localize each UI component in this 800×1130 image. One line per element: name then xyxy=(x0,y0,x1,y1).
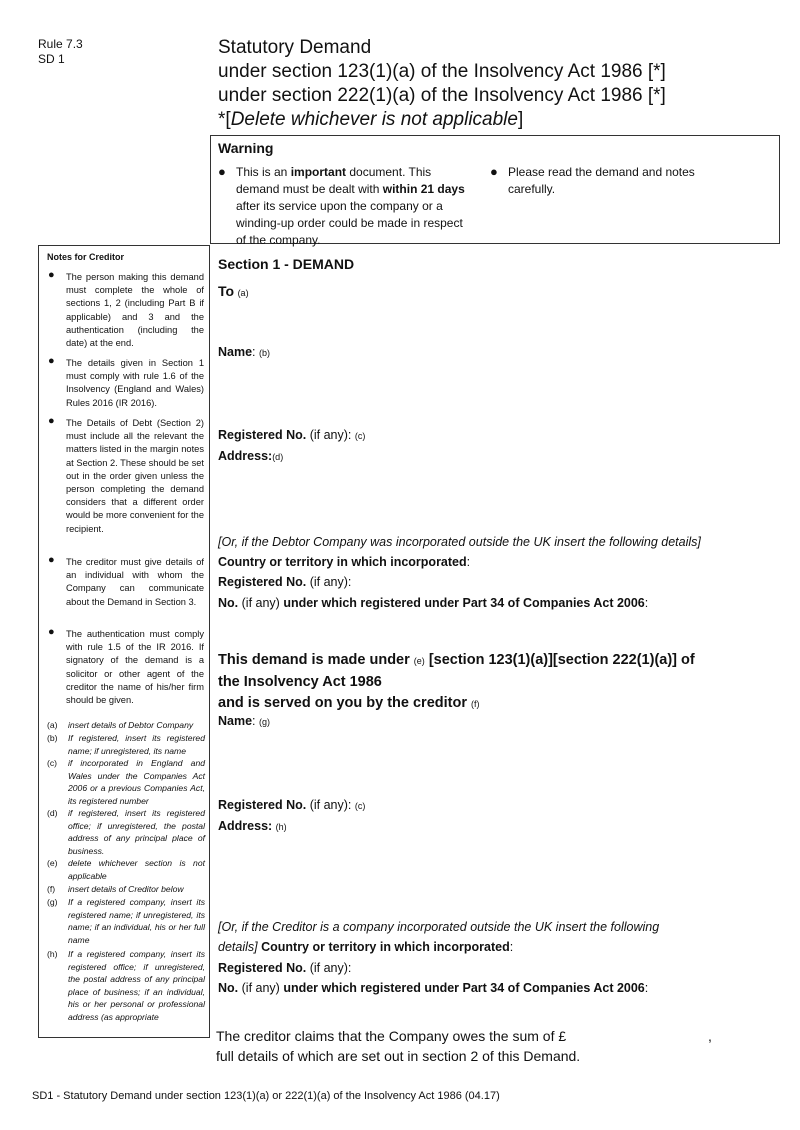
note-3: ● The Details of Debt (Section 2) must include all the relevant the matters listed in the margin notes at Section 2. These should be set out in the order given unless the person completing the demand considers that a different order would be more convenient for the recipient. xyxy=(48,415,204,534)
margin-note-e: (e) delete whichever section is not applicable xyxy=(47,858,205,881)
creditor-address-label: Address: (h) xyxy=(218,819,287,833)
bullet-icon: ● xyxy=(48,626,55,638)
to-label: To (a) xyxy=(218,283,249,299)
debtor-part34-label: No. (if any) under which registered under Part 34 of Companies Act 2006: xyxy=(218,596,649,610)
form-title xyxy=(218,36,666,132)
rule-number: Rule 7.3 xyxy=(38,37,83,51)
note-1: ● The person making this demand must complete the whole of sections 1, 2 (including Part B if applicable) and 3 and the authentication (including the date) at the end. xyxy=(48,269,204,349)
creditor-part34-label: No. (if any) under which registered under Part 34 of Companies Act 2006: xyxy=(218,981,649,995)
note-4: ● The creditor must give details of an individual with whom the Company can communicate about the Demand in Section 3. xyxy=(48,554,204,607)
warning-bullet-read: ● Please read the demand and notes carefully. xyxy=(490,164,695,196)
bullet-icon: ● xyxy=(490,164,498,179)
margin-note-b: (b) If registered, insert its registered name; if unregistered, its name xyxy=(47,733,205,756)
margin-note-h: (h) If a registered company, insert its registered office; if unregistered, the postal address of any principal place of business; if an individual, his or her personal or professional address (as appropriate xyxy=(47,949,205,1022)
margin-note-a: (a) insert details of Debtor Company xyxy=(47,720,194,730)
form-code: SD 1 xyxy=(38,52,65,66)
claim-sum-comma: , xyxy=(708,1028,712,1044)
title-delete-note: *[Delete whichever is not applicable] xyxy=(218,109,524,130)
title-line-123: under section 123(1)(a) of the Insolvency Act 1986 [*] xyxy=(218,61,666,82)
bullet-icon: ● xyxy=(48,355,55,367)
demand-made-under: This demand is made under (e) [section 123(1)(a)][section 222(1)(a)] of the Insolvency Act 1986 and is served on you by the creditor (f) xyxy=(218,652,695,711)
margin-note-g: (g) If a registered company, insert its registered name; if unregistered, its name; if an individual, his or her full name xyxy=(47,897,205,945)
margin-note-f: (f) insert details of Creditor below xyxy=(47,884,184,894)
debtor-regno-label: Registered No. (if any): (c) xyxy=(218,428,366,442)
margin-note-c: (c) if incorporated in England and Wales under the Companies Act 2006 or a previous Companies Act, its registered number xyxy=(47,758,205,806)
creditor-regno-label: Registered No. (if any): (c) xyxy=(218,798,366,812)
debtor-name-label: Name: (b) xyxy=(218,345,270,359)
bullet-icon: ● xyxy=(218,164,226,179)
debtor-address-label: Address:(d) xyxy=(218,449,284,463)
title-line-222: under section 222(1)(a) of the Insolvency Act 1986 [*] xyxy=(218,85,666,106)
claim-details-text: full details of which are set out in section 2 of this Demand. xyxy=(216,1048,581,1064)
debtor-regno-outside-label: Registered No. (if any): xyxy=(218,575,352,589)
warning-heading: Warning xyxy=(218,140,274,156)
bullet-icon: ● xyxy=(48,269,55,281)
note-5: ● The authentication must comply with rule 1.5 of the IR 2016. If signatory of the demand is a solicitor or other agent of the creditor the name of his/her firm should be given. xyxy=(48,626,204,706)
creditor-country-label: details] Country or territory in which incorporated: xyxy=(218,940,514,954)
page-footer: SD1 - Statutory Demand under section 123(1)(a) or 222(1)(a) of the Insolvency Act 1986 (04.17) xyxy=(32,1090,500,1102)
debtor-outside-uk-note: [Or, if the Debtor Company was incorporated outside the UK insert the following details] xyxy=(218,535,701,549)
creditor-outside-uk-note: [Or, if the Creditor is a company incorporated outside the UK insert the following xyxy=(218,920,660,934)
debtor-country-label: Country or territory in which incorporated: xyxy=(218,555,471,569)
section1-heading: Section 1 - DEMAND xyxy=(218,256,355,272)
warning-bullet-important: ● This is an important document. This demand must be dealt with within 21 days after its service upon the company or a winding-up order could be made in respect of the company. xyxy=(218,164,465,247)
rule-reference xyxy=(38,37,83,67)
bullet-icon: ● xyxy=(48,554,55,566)
creditor-regno-outside-label: Registered No. (if any): xyxy=(218,961,352,975)
title-main: Statutory Demand xyxy=(218,37,372,58)
notes-heading: Notes for Creditor xyxy=(47,252,125,262)
creditor-name-label: Name: (g) xyxy=(218,714,270,728)
margin-note-d: (d) if registered, insert its registered office; if unregistered, the postal address of any principal place of business. xyxy=(47,808,205,856)
note-2: ● The details given in Section 1 must comply with rule 1.6 of the Insolvency (England and Wales) Rules 2016 (IR 2016). xyxy=(48,355,204,408)
bullet-icon: ● xyxy=(48,415,55,427)
claim-sum-text: The creditor claims that the Company owes the sum of £ xyxy=(216,1028,567,1044)
